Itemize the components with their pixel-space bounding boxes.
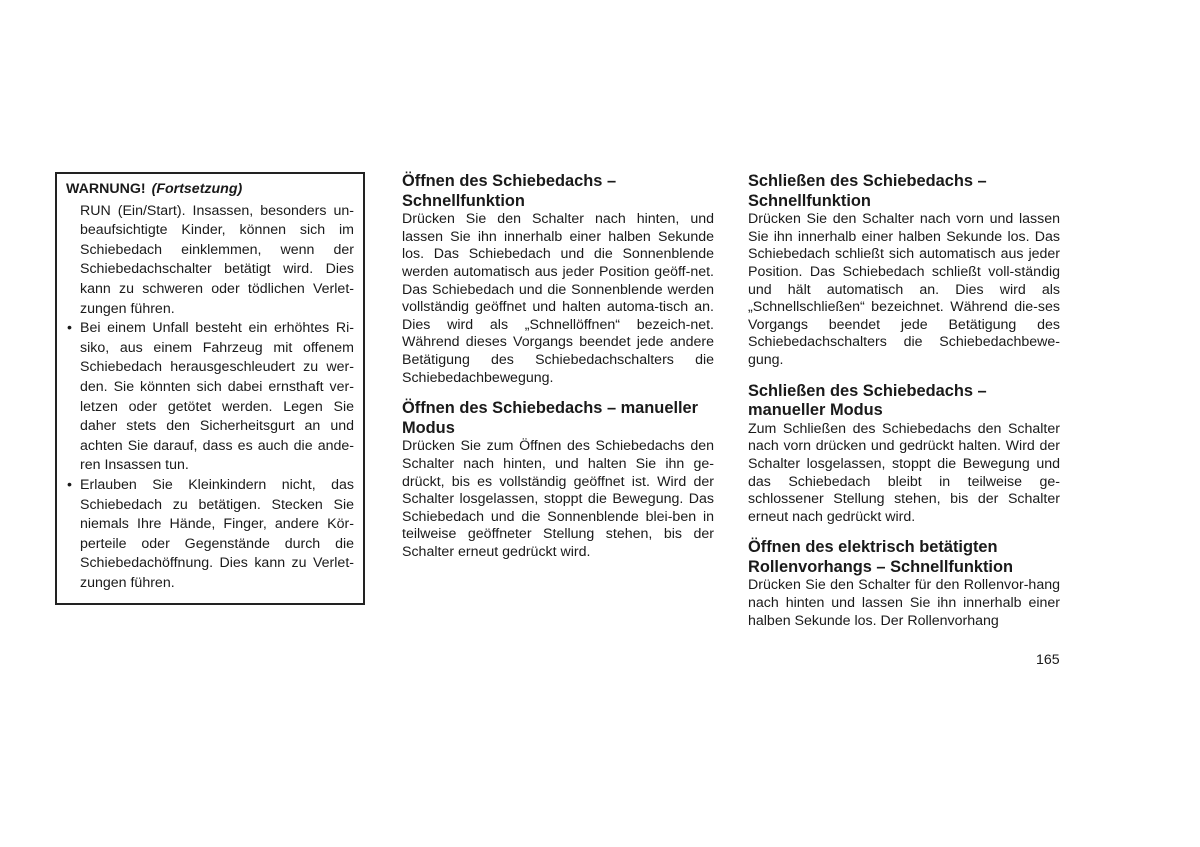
warning-bullet: • Erlauben Sie Kleinkindern nicht, das Schiebedach zu betätigen. Stecken Sie niemals Ihre Hände, Finger, andere Kör-perteile oder Gegenstände durch die Schiebedachöffnung. Dies kann zu Verlet-zungen führen. [66, 476, 354, 594]
section-body: Drücken Sie den Schalter für den Rollenvor-hang nach hinten und lassen Sie ihn innerhalb einer halben Sekunde los. Der Rollenvorhang [748, 577, 1060, 629]
section-body: Zum Schließen des Schiebedachs den Schalter nach vorn drücken und gedrückt halten. Wird der Schalter losgelassen, stoppt die Bewegung und das Schiebedach bleibt in teilweise ge-schlossener Stellung stehen, bis der Schalter erneut nach gedrückt wird. [748, 420, 1060, 525]
section-heading: Schließen des Schiebedachs – Schnellfunktion [748, 172, 987, 210]
middle-column [402, 172, 714, 573]
warning-intro: RUN (Ein/Start). Insassen, besonders un-beaufsichtigte Kinder, können sich im Schiebedach einklemmen, wenn der Schiebedachschalter betätigt wird. Dies kann zu schweren oder tödlichen Verlet-zungen führen. [80, 202, 354, 317]
page-number: 165 [1036, 652, 1060, 668]
section-shade-quick [748, 538, 1060, 630]
warning-title [66, 180, 354, 200]
section-heading: Schließen des Schiebedachs – manueller Modus [748, 381, 987, 420]
section-heading: Öffnen des Schiebedachs – Schnellfunktion [402, 172, 617, 210]
section-open-manual [402, 399, 714, 561]
section-close-quick [748, 172, 1060, 370]
section-body: Drücken Sie den Schalter nach hinten, und lassen Sie ihn innerhalb einer halben Sekunde los. Das Schiebedach und die Sonnenblende werden automatisch aus jeder Position geöff-net. Das Schiebedach und die Sonnenblende werden vollständig geöffnet und halten automa-tisch an. Dies wird als „Schnellöffnen“ bezeich-net. Während dieses Vorgangs beendet jede andere Betätigung des Schiebedachschalters die Schiebedachbewegung. [402, 211, 714, 386]
section-body: Drücken Sie den Schalter nach vorn und lassen Sie ihn innerhalb einer halben Sekunde los. Das Schiebedach schließt sich automatisch aus jeder Position. Das Schiebedach schließt voll-ständig und hält automatisch an. Dies wird als „Schnellschließen“ bezeichnet. Während die-ses Vorgangs beendet jede Betätigung des Schiebedachschalters die Schiebedachbewe-gung. [748, 211, 1060, 368]
warning-bullet-list [66, 319, 354, 593]
section-body: Drücken Sie zum Öffnen des Schiebedachs den Schalter nach hinten, und halten Sie ihn ge-drückt, bis es vollständig geöffnet ist. Wird der Schalter losgelassen, stoppt die Bewegung. Das Schiebedach und die Sonnenblende blei-ben in teilweise geöffneter Stellung stehen, bis der Schalter erneut gedrückt wird. [402, 438, 714, 560]
section-open-quick [402, 172, 714, 387]
warning-label: WARNUNG! [66, 181, 146, 197]
warning-box [55, 172, 365, 605]
section-heading: Öffnen des Schiebedachs – manueller Modus [402, 399, 699, 437]
right-column [748, 172, 1060, 642]
section-heading: Öffnen des elektrisch betätigten Rollenvorhangs – Schnellfunktion [748, 538, 1014, 576]
section-close-manual [748, 382, 1060, 527]
warning-continuation: (Fortsetzung) [151, 181, 243, 197]
warning-bullet: • Bei einem Unfall besteht ein erhöhtes Ri-siko, aus einem Fahrzeug mit offenem Schiebedach herausgeschleudert zu wer-den. Sie könnten sich dabei ernsthaft ver-letzen oder getötet werden. Legen Sie daher stets den Sicherheitsgurt an und achten Sie darauf, dass es auch die ande-ren Insassen tun. [66, 319, 354, 476]
